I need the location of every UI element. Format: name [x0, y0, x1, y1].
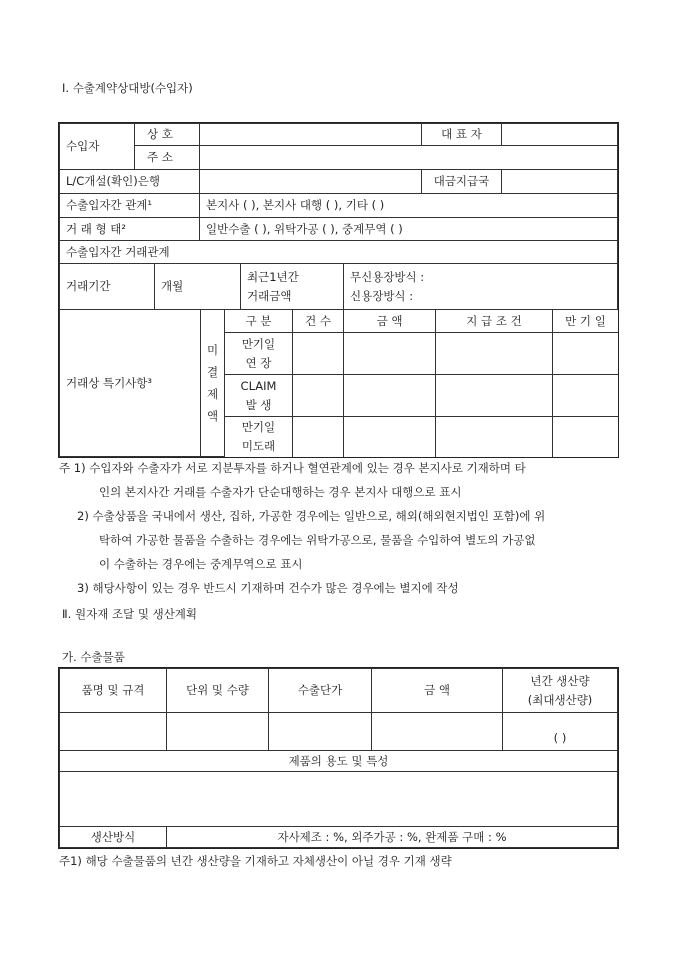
no-lc-label: 무신용장방식 :: [350, 269, 425, 284]
grid-cell[interactable]: [343, 332, 436, 375]
header-annual: [502, 668, 618, 713]
grid-row-label: [224, 332, 293, 375]
usage-label: 제품의 용도 및 특성: [59, 750, 618, 772]
row-label-line: CLAIM: [240, 378, 277, 393]
company-label: 상 호: [134, 123, 200, 146]
grid-header: 지 급 조 건: [435, 309, 553, 333]
header-unit: 단위 및 수량: [166, 668, 269, 713]
unsettled-char: 제: [206, 387, 219, 401]
grid-row-label: [224, 416, 293, 458]
note-line: 이 수출하는 경우에는 중계무역으로 표시: [99, 557, 303, 571]
grid-cell[interactable]: [292, 374, 344, 417]
payment-country-label: 대금지급국: [421, 169, 502, 194]
representative-label: 대 표 자: [421, 123, 502, 146]
unsettled-char: 미: [206, 343, 219, 357]
company-field[interactable]: [199, 123, 422, 146]
grid-cell[interactable]: [292, 332, 344, 375]
note-section2: 주1) 해당 수출물품의 년간 생산량을 기재하고 자체생산이 아닐 경우 기재 생략: [59, 854, 452, 868]
unit-field[interactable]: [166, 712, 269, 751]
grid-cell[interactable]: [552, 374, 619, 417]
recent-amount-line1: 최근1년간: [247, 269, 299, 284]
relation-label: 수출입자간 관계¹: [59, 193, 200, 218]
address-label: 주 소: [134, 145, 200, 170]
note-line: 탁하여 가공한 물품을 수출하는 경우에는 위탁가공으로, 물품을 수입하여 별도의 가공없: [99, 533, 536, 547]
grid-header: 만 기 일: [552, 309, 619, 333]
section2-title: Ⅱ. 원자재 조달 및 생산계획: [62, 607, 198, 621]
section1-title: Ⅰ. 수출계약상대방(수입자): [62, 81, 193, 95]
grid-cell[interactable]: [435, 332, 553, 375]
header-price: 수출단가: [268, 668, 372, 713]
annual-line2: (최대생산량): [527, 692, 593, 707]
header-item: 품명 및 규격: [59, 668, 167, 713]
note-line: 2) 수출상품을 국내에서 생산, 집하, 가공한 경우에는 일반으로, 해외(해외현지법인 포함)에 위: [77, 509, 546, 523]
unsettled-char: 액: [206, 409, 219, 423]
grid-header: 금 액: [343, 309, 436, 333]
section2-sub: 가. 수출물품: [62, 650, 125, 664]
payment-country-field[interactable]: [501, 169, 618, 194]
representative-field[interactable]: [501, 123, 618, 146]
recent-amount-label: [240, 263, 344, 310]
method-label: 생산방식: [59, 826, 167, 848]
row-label-line: 만기일: [241, 336, 276, 351]
method-values[interactable]: 자사제조 : %, 외주가공 : %, 완제품 구매 : %: [166, 826, 618, 848]
trade-period-label: 거래기간: [59, 263, 155, 310]
unsettled-label: [200, 309, 225, 457]
grid-cell[interactable]: [552, 416, 619, 458]
item-field[interactable]: [59, 712, 167, 751]
note-line: 인의 본지사간 거래를 수출자가 단순대행하는 경우 본지사 대행으로 표시: [99, 485, 462, 499]
importer-label: 수입자: [59, 123, 135, 170]
months-label[interactable]: 개월: [154, 263, 241, 310]
trade-type-label: 거 래 형 태²: [59, 217, 200, 241]
grid-row-label: [224, 374, 293, 417]
grid-cell[interactable]: [435, 416, 553, 458]
usage-field[interactable]: [59, 771, 618, 827]
grid-cell[interactable]: [435, 374, 553, 417]
lc-label: 신용장방식 :: [350, 288, 414, 303]
grid-cell[interactable]: [292, 416, 344, 458]
note-line: 3) 해당사항이 있는 경우 반드시 기재하며 건수가 많은 경우에는 별지에 작성: [77, 581, 459, 595]
lc-bank-field[interactable]: [199, 169, 422, 194]
grid-header: 구 분: [224, 309, 293, 333]
payment-method-field[interactable]: [343, 263, 618, 310]
special-notes-label: 거래상 특기사항³: [59, 309, 201, 457]
annual-field[interactable]: ( ): [502, 712, 618, 751]
unsettled-char: 결: [206, 365, 219, 379]
row-label-line: 연 장: [245, 355, 272, 370]
trade-relation-label: 수출입자간 거래관계: [59, 240, 618, 264]
amount-field[interactable]: [371, 712, 503, 751]
trade-type-options[interactable]: 일반수출 ( ), 위탁가공 ( ), 중계무역 ( ): [199, 217, 618, 241]
price-field[interactable]: [268, 712, 372, 751]
grid-header: 건 수: [292, 309, 344, 333]
grid-cell[interactable]: [552, 332, 619, 375]
note-line: 주 1) 수입자와 수출자가 서로 지분투자를 하거나 혈연관계에 있는 경우 본지사로 기재하며 타: [59, 461, 526, 475]
row-label-line: 발 생: [245, 397, 272, 412]
grid-cell[interactable]: [343, 416, 436, 458]
lc-bank-label: L/C개설(확인)은행: [59, 169, 200, 194]
address-field[interactable]: [199, 145, 618, 170]
recent-amount-line2: 거래금액: [247, 288, 292, 303]
annual-line1: 년간 생산량: [530, 673, 590, 688]
row-label-line: 만기일: [241, 420, 276, 434]
row-label-line: 미도래: [241, 439, 276, 453]
header-amount: 금 액: [371, 668, 503, 713]
relation-options[interactable]: 본지사 ( ), 본지사 대행 ( ), 기타 ( ): [199, 193, 618, 218]
grid-cell[interactable]: [343, 374, 436, 417]
